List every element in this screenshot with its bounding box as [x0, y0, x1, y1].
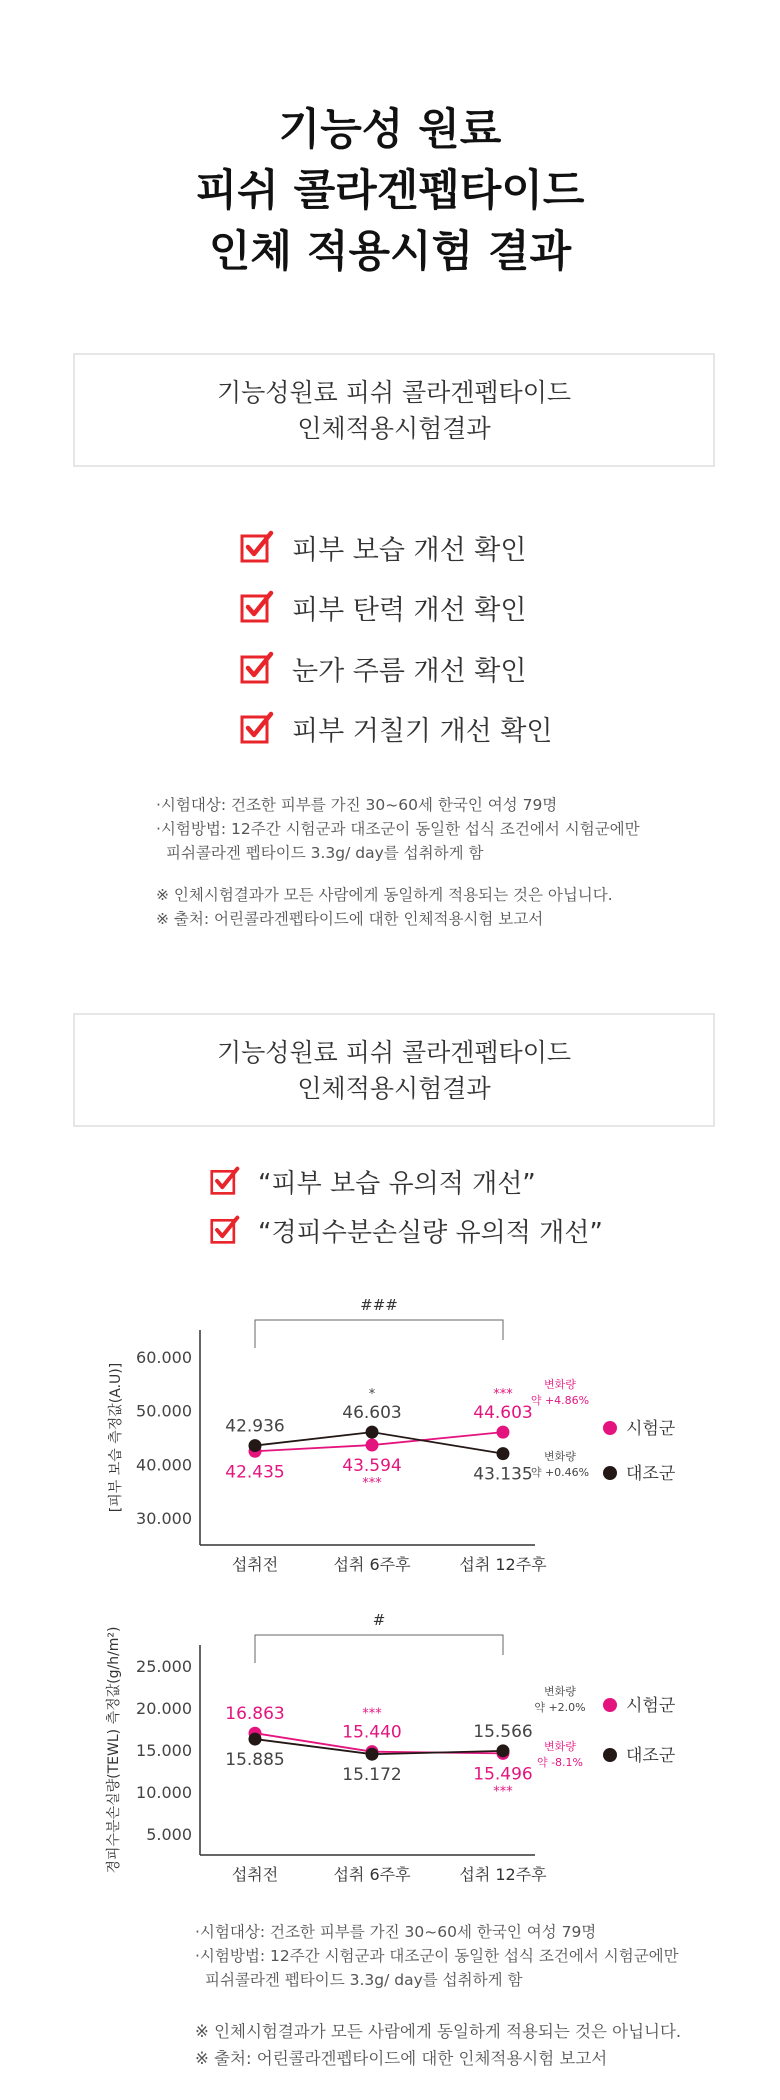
change-label: 변화량	[544, 1450, 576, 1463]
change-value: 약 -8.1%	[536, 1756, 584, 1769]
legend-label-test: 시험군	[626, 1696, 676, 1716]
change-label: 변화량	[544, 1740, 576, 1753]
change-value: 약 +0.46%	[530, 1466, 590, 1479]
x-category-label: 섭취 12주후	[459, 1555, 547, 1574]
note-method-cont: 피쉬콜라겐 펩타이드 3.3g/ day를 섭취하게 함	[205, 1971, 523, 1989]
section1-header-box	[73, 353, 715, 467]
data-point-test	[366, 1439, 379, 1452]
checkbox-check-icon	[240, 590, 274, 624]
bracket-label: #	[372, 1611, 386, 1629]
section2-study-notes	[195, 1920, 679, 1992]
legend-swatch-control	[603, 1748, 617, 1762]
y-tick-label: 15.000	[136, 1741, 192, 1760]
data-point-control	[249, 1439, 262, 1452]
data-label-control: 42.936	[225, 1416, 285, 1437]
section1-box-line2: 인체적용시험결과	[297, 414, 491, 443]
data-label-control: 15.566	[473, 1721, 533, 1742]
note-subject: ·시험대상: 건조한 피부를 가진 30~60세 한국인 여성 79명	[195, 1923, 597, 1941]
main-title-line1: 기능성 원료	[278, 105, 502, 155]
change-label: 변화량	[544, 1685, 576, 1698]
check-item-moisture-sig	[210, 1161, 536, 1201]
data-label-test: 15.496	[473, 1764, 533, 1785]
significance-bracket	[255, 1635, 503, 1663]
significance-mark: *	[368, 1387, 376, 1403]
check-text: 눈가 주름 개선 확인	[292, 655, 527, 687]
data-label-test: 43.594	[342, 1456, 402, 1477]
check-text: 피부 거칠기 개선 확인	[292, 715, 553, 747]
y-tick-label: 20.000	[136, 1699, 192, 1718]
change-value: 약 +2.0%	[534, 1701, 586, 1714]
y-tick-label: 30.000	[136, 1509, 192, 1529]
y-tick-label: 60.000	[136, 1347, 192, 1367]
section1-study-notes	[156, 793, 640, 865]
main-title-line2: 피쉬 콜라겐펩타이드	[195, 166, 585, 216]
y-tick-label: 25.000	[136, 1657, 192, 1676]
significance-mark: ***	[493, 1387, 513, 1403]
x-category-label: 섭취 12주후	[459, 1865, 547, 1884]
data-point-control	[497, 1744, 510, 1757]
data-label-control: 15.885	[225, 1750, 285, 1771]
checkbox-check-icon	[240, 651, 274, 685]
data-point-control	[366, 1426, 379, 1439]
significance-mark: ***	[362, 1476, 382, 1492]
x-category-label: 섭취전	[231, 1865, 279, 1884]
check-item-tewl-sig	[210, 1210, 603, 1250]
legend-label-control: 대조군	[626, 1464, 676, 1484]
section1-disclaimers	[156, 883, 613, 931]
data-label-test: 42.435	[225, 1462, 285, 1483]
data-point-control	[366, 1748, 379, 1761]
y-axis-title: 경피수분손실량(TEWL) 측정값(g/h/m²)	[106, 1626, 122, 1874]
legend-label-control: 대조군	[626, 1746, 676, 1766]
section2-box-line2: 인체적용시험결과	[297, 1074, 491, 1103]
data-point-test	[497, 1426, 510, 1439]
source: ※ 출처: 어린콜라겐펩타이드에 대한 인체적용시험 보고서	[156, 910, 544, 928]
legend-swatch-test	[603, 1698, 617, 1712]
check-text: “피부 보습 유의적 개선”	[258, 1168, 536, 1199]
significance-mark: ***	[362, 1706, 382, 1722]
check-item-moisture	[240, 527, 526, 567]
check-item-wrinkle	[240, 648, 526, 688]
section2-header-box	[73, 1013, 715, 1127]
legend-swatch-test	[603, 1421, 617, 1435]
note-method: ·시험방법: 12주간 시험군과 대조군이 동일한 섭식 조건에서 시험군에만	[156, 820, 640, 838]
chart-tewl	[0, 1600, 780, 1900]
checkbox-check-icon	[210, 1166, 240, 1196]
y-tick-label: 50.000	[136, 1401, 192, 1421]
checkbox-check-icon	[240, 530, 274, 564]
data-label-test: 15.440	[342, 1722, 402, 1743]
data-label-control: 15.172	[342, 1765, 402, 1786]
data-label-control: 43.135	[473, 1464, 533, 1485]
section2-box-line1: 기능성원료 피쉬 콜라겐펩타이드	[217, 1038, 571, 1067]
check-text: 피부 탄력 개선 확인	[292, 594, 527, 626]
data-point-control	[497, 1447, 510, 1460]
bracket-label: ###	[360, 1296, 398, 1314]
main-title-line3: 인체 적용시험 결과	[208, 227, 572, 277]
note-method: ·시험방법: 12주간 시험군과 대조군이 동일한 섭식 조건에서 시험군에만	[195, 1947, 679, 1965]
legend-label-test: 시험군	[626, 1419, 676, 1439]
checkbox-check-icon	[210, 1215, 240, 1245]
legend-swatch-control	[603, 1466, 617, 1480]
check-item-roughness	[240, 708, 553, 748]
check-item-elasticity	[240, 587, 526, 627]
section1-box-line1: 기능성원료 피쉬 콜라겐펩타이드	[217, 378, 571, 407]
data-label-control: 46.603	[342, 1403, 402, 1424]
y-tick-label: 40.000	[136, 1455, 192, 1475]
disclaimer: ※ 인체시험결과가 모든 사람에게 동일하게 적용되는 것은 아닙니다.	[195, 2022, 682, 2041]
data-point-control	[249, 1733, 262, 1746]
x-category-label: 섭취전	[231, 1555, 279, 1574]
change-value: 약 +4.86%	[530, 1394, 590, 1407]
source: ※ 출처: 어린콜라겐펩타이드에 대한 인체적용시험 보고서	[195, 2049, 608, 2068]
data-label-test: 16.863	[225, 1704, 285, 1725]
y-tick-label: 5.000	[146, 1825, 192, 1844]
check-text: “경피수분손실량 유의적 개선”	[258, 1217, 603, 1248]
note-subject: ·시험대상: 건조한 피부를 가진 30~60세 한국인 여성 79명	[156, 796, 558, 814]
x-category-label: 섭취 6주후	[333, 1555, 411, 1574]
data-label-test: 44.603	[473, 1403, 533, 1424]
check-text: 피부 보습 개선 확인	[292, 534, 527, 566]
note-method-cont: 피쉬콜라겐 펩타이드 3.3g/ day를 섭취하게 함	[166, 844, 484, 862]
main-title	[0, 100, 780, 283]
chart-skin-moisture	[0, 1290, 780, 1590]
y-tick-label: 10.000	[136, 1783, 192, 1802]
change-label: 변화량	[544, 1378, 576, 1391]
disclaimer: ※ 인체시험결과가 모든 사람에게 동일하게 적용되는 것은 아닙니다.	[156, 886, 613, 904]
y-axis-title: [피부 보습 측정값(A.U)]	[108, 1362, 124, 1513]
x-category-label: 섭취 6주후	[333, 1865, 411, 1884]
checkbox-check-icon	[240, 711, 274, 745]
significance-mark: ***	[493, 1784, 513, 1800]
significance-bracket	[255, 1320, 503, 1348]
section2-disclaimers	[195, 2018, 681, 2072]
